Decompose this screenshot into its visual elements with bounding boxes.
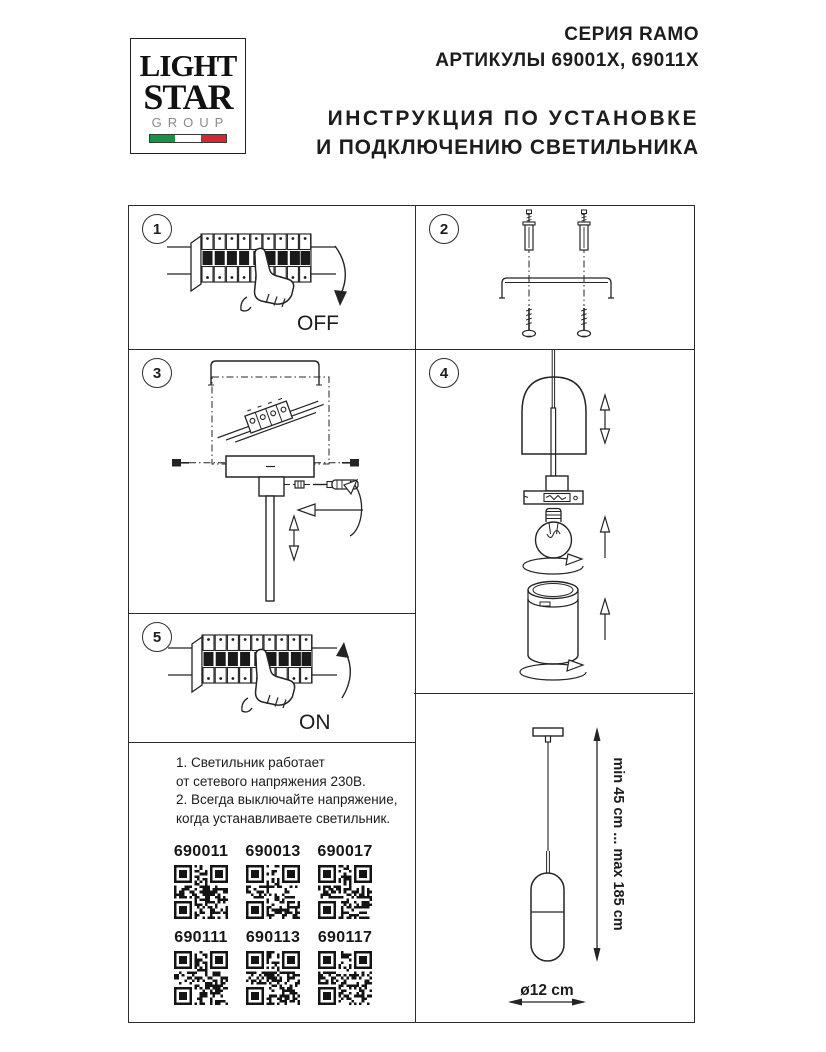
arrow-head <box>334 290 347 306</box>
rotate-arrow <box>523 554 583 574</box>
qr-item <box>169 929 233 1005</box>
qr-item <box>169 843 233 919</box>
stem-hub <box>259 477 284 496</box>
italian-flag-icon <box>149 134 227 143</box>
step4-number: 4 <box>439 364 449 382</box>
article-number: 690111 <box>174 929 228 946</box>
arrow-head <box>336 642 349 658</box>
step5-breaker-on-drawing <box>129 614 414 741</box>
article-number: 690011 <box>173 843 229 860</box>
side-screw-icon <box>172 459 226 467</box>
turn-on-arrow <box>342 651 350 698</box>
logo-word-star: STAR <box>143 77 233 117</box>
qr-item <box>241 843 305 919</box>
note-line: от сетевого напряжения 230В. <box>176 773 366 789</box>
notes-qr-panel <box>129 743 414 1024</box>
articles-line: АРТИКУЛЫ 69001X, 69011X <box>435 50 699 71</box>
qr-code <box>174 951 228 1005</box>
document-title <box>316 104 699 162</box>
off-label: OFF <box>297 312 339 335</box>
step1-panel <box>129 206 414 348</box>
flag-white-stripe <box>175 135 200 142</box>
safety-notes <box>176 754 397 828</box>
step3-panel <box>129 350 414 612</box>
article-number: 690017 <box>317 843 373 860</box>
qr-code <box>318 951 372 1005</box>
screw-icon <box>578 308 591 337</box>
light-bulb-icon <box>536 509 572 559</box>
dash-guides <box>529 246 584 306</box>
note-line: когда устанавливаете светильник. <box>176 810 391 826</box>
step5-number-badge <box>142 622 172 652</box>
up-down-arrow <box>290 516 299 560</box>
qr-item <box>313 929 377 1005</box>
series-title: СЕРИЯ RAMO <box>564 24 699 45</box>
up-arrow <box>601 517 610 558</box>
glass-cylinder-shade <box>528 582 578 665</box>
stem-rod <box>266 496 274 601</box>
note-line: 1. Светильник работает <box>176 755 325 770</box>
circuit-breaker-icon <box>167 234 336 311</box>
socket-housing <box>546 476 568 491</box>
flag-green-stripe <box>150 135 175 142</box>
diameter-dimension <box>508 982 586 1006</box>
on-label: ON <box>299 711 331 734</box>
turn-off-arrow <box>335 246 345 294</box>
set-screw-icon <box>284 481 313 488</box>
up-arrow <box>601 599 610 640</box>
step4-assembly-drawing <box>416 350 696 692</box>
height-range-label: min 45 cm ... max 185 cm <box>610 757 626 931</box>
diameter-label: ø12 cm <box>520 982 574 999</box>
lightstar-logo <box>130 38 246 154</box>
step1-number-badge <box>142 214 172 244</box>
side-screw-icon <box>314 459 359 467</box>
step4-number-badge <box>429 358 459 388</box>
step3-canopy-drawing <box>129 350 414 612</box>
circuit-breaker-icon <box>168 635 337 712</box>
flag-red-stripe <box>201 135 226 142</box>
pendant-dimensions-drawing <box>416 694 696 1024</box>
header <box>316 22 699 162</box>
qr-item <box>241 929 305 1005</box>
step5-panel <box>129 614 414 741</box>
rotate-arrow <box>344 480 362 536</box>
pendant-lamp-icon <box>531 728 564 961</box>
instruction-grid <box>128 205 695 1023</box>
step1-number: 1 <box>152 220 162 238</box>
title-line-1: ИНСТРУКЦИЯ ПО УСТАНОВКЕ <box>327 107 699 130</box>
qr-code <box>174 865 228 919</box>
slide-left-arrow <box>298 504 363 516</box>
wall-anchor-icon <box>523 210 535 250</box>
step3-number-badge <box>142 358 172 388</box>
qr-code <box>246 951 300 1005</box>
note-line: 2. Всегда выключайте напряжение, <box>176 792 398 807</box>
mounting-bracket-icon <box>499 278 614 298</box>
step3-number: 3 <box>152 364 162 382</box>
step2-number-badge <box>429 214 459 244</box>
article-number: 690113 <box>245 929 301 946</box>
article-number: 690013 <box>245 843 301 860</box>
wall-anchor-icon <box>578 210 590 250</box>
step2-number: 2 <box>439 220 449 238</box>
article-number: 690117 <box>317 929 373 946</box>
step5-number: 5 <box>152 628 162 646</box>
ceiling-bracket-icon <box>208 361 322 385</box>
rotate-arrow <box>520 660 586 680</box>
qr-code <box>246 865 300 919</box>
qr-code <box>318 865 372 919</box>
suspension-cord <box>551 350 556 476</box>
screw-icon <box>523 308 536 337</box>
step4-panel <box>416 350 696 692</box>
height-dimension <box>594 727 627 962</box>
mounting-plate <box>524 491 583 504</box>
logo-word-group: GROUP <box>151 115 230 130</box>
title-line-2: И ПОДКЛЮЧЕНИЮ СВЕТИЛЬНИКА <box>316 136 699 159</box>
dimensions-panel <box>416 694 696 1024</box>
qr-item <box>313 843 377 919</box>
terminal-block-icon <box>213 386 326 447</box>
step2-panel <box>416 206 696 348</box>
up-down-arrow <box>601 395 610 443</box>
logo-word-light: LIGHT <box>139 48 237 83</box>
